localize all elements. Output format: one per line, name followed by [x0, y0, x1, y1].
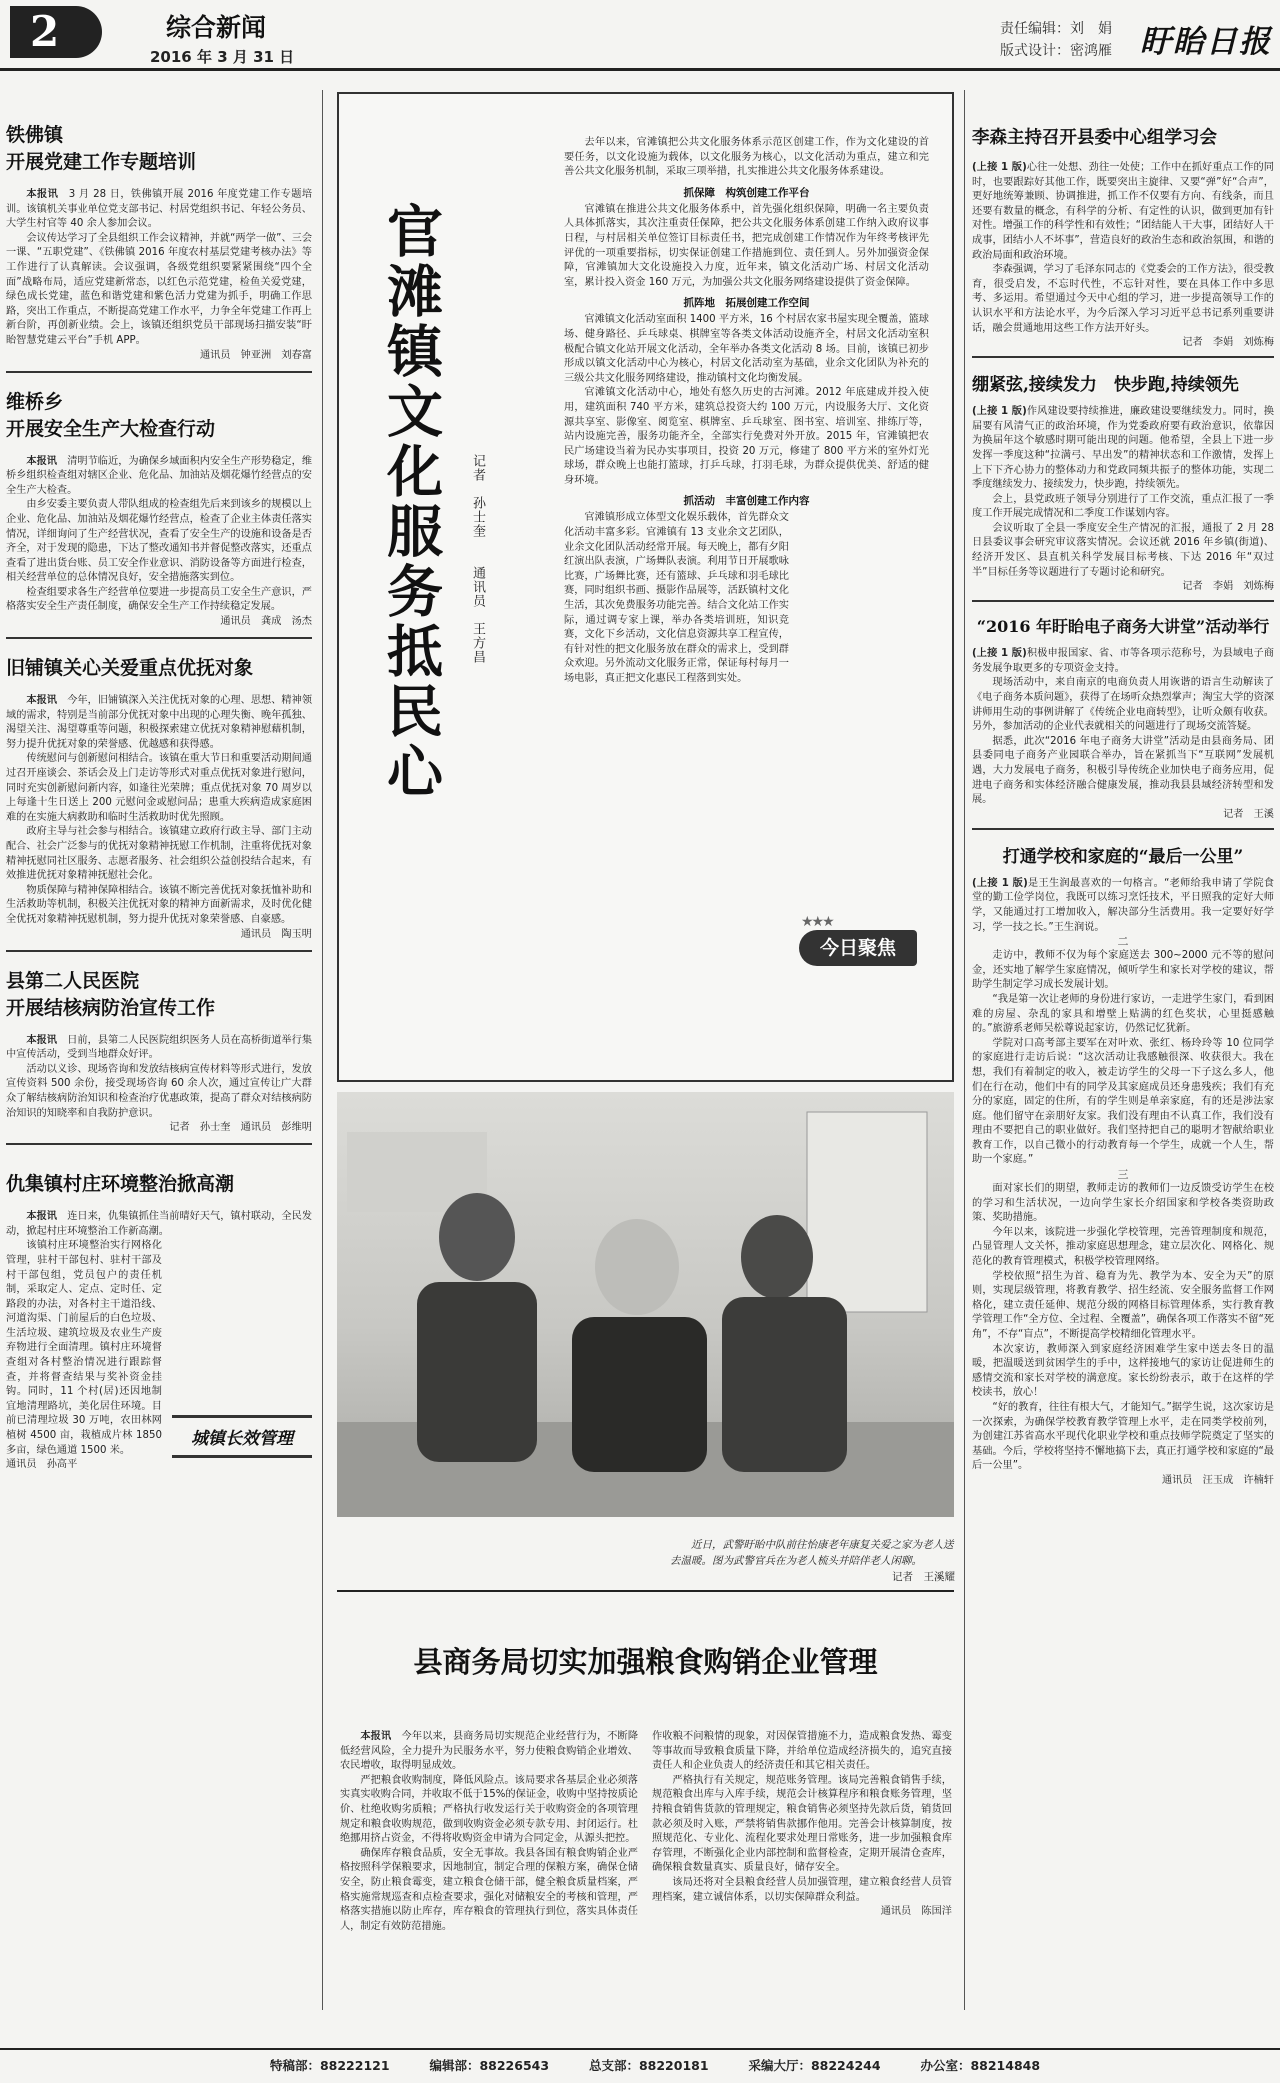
article-byline: 通讯员 孙高平	[6, 1459, 78, 1471]
right-column	[972, 124, 1274, 2004]
photo-scene-graphic	[337, 1092, 954, 1517]
article-paragraph: 确保库存粮食品质，安全无事故。我县各国有粮食购销企业严格按照科学保粮要求，因地制宜，制定合理的保粮方案，确保仓储安全，防止粮食霉变，建立粮食仓储干部，健全粮食质量档案，严格实施常规巡查和点检查要求，强化对储粮安全的考核和管理，严格落实措施以防止库存，库存粮食的管理执行到位，落实具体责任人，制定有效防范措施。	[340, 1847, 638, 1932]
footer-contact: 办公室：88214848	[920, 2058, 1041, 2073]
article-title-line2: 开展结核病防治宣传工作	[6, 996, 216, 1019]
bottom-article-rule	[337, 1590, 954, 1592]
article-byline: 记者 李娟 刘炼梅	[1182, 581, 1274, 593]
caption-credit: 记者 王溪耀	[892, 1571, 955, 1583]
article-byline: 记者 王溪	[1223, 808, 1274, 820]
article-paragraph: 政府主导与社会参与相结合。该镇建立政府行政主导、部门主动配合、社会广泛参与的优抚对象精神抚慰工作机制，注重将优抚对象精神抚慰同社区服务、志愿者服务、社会组织公益创投结合起来，有效推进优抚对象精神抚慰社会化。	[6, 826, 312, 882]
article-title: 绷紧弦,接续发力 快步跑,持续领先	[972, 375, 1239, 396]
feature-paragraph: 官滩镇文化活动室面积 1400 平方米，16 个村居农家书屋实现全覆盖，篮球场、健身路径、乒乓球桌、棋牌室等各类文体活动设施齐全，村居文化活动室积极配合镇文化站开展文化活动，全年举办各类文化活动 8 场。目前，该镇已初步形成以镇文化活动中心为核心，村居文化活动室为基础，业余文化团队为补充的三级公共文化服务网络建设，推动镇村文化均衡发展。	[564, 314, 929, 384]
star-icon: ★★★	[801, 914, 833, 930]
article-paragraph: 今年以来，该院进一步强化学校管理，完善管理制度和规范，凸显管理人文关怀，推动家庭思想理念，建立层次化、网格化、规范化的教育管理模式，积极学校管理网络。	[972, 1226, 1274, 1268]
article-paragraph: 本报讯 3 月 28 日，铁佛镇开展 2016 年度党建工作专题培训。该镇机关事业单位党支部书记、村居党组织书记、年轻公务员、大学生村官等 40 余人参加会议。	[6, 189, 312, 230]
article-title: “2016 年盱眙电子商务大讲堂”活动举行	[976, 617, 1270, 637]
article-byline: 记者 李娟 刘炼梅	[1182, 337, 1274, 349]
footer-contact: 采编大厅：88224244	[748, 2058, 881, 2073]
article-byline: 通讯员 陶玉明	[240, 928, 312, 940]
article-paragraph: 该局还将对全县粮食经营人员加强管理，建立粮食经营人员管理档案，建立诚信体系，以切实保障群众利益。	[652, 1876, 952, 1903]
article-divider	[972, 828, 1274, 830]
article-title-line2: 开展安全生产大检查行动	[6, 417, 216, 440]
footer-contact: 总支部：88220181	[588, 2058, 709, 2073]
article-paragraph: (上接 1 版)作风建设要持续推进，廉政建设要继续发力。同时，换届要有风清气正的政治环境，作为党委政府要有政治意识，依靠因为换届年这个敏感时期可能出现的问题。他希望，全县上下进一步发挥一季度这种“拉满弓、早出发”的精神状态和工作激情，发挥上上下下齐心协力的整体动力和党政同频共振子的整体功能，实现二季度继续发力、接续发力，快步跑，持续领先。	[972, 406, 1274, 491]
article-paragraph: 本次家访，教师深入到家庭经济困难学生家中送去冬日的温暖，把温暖送到贫困学生的手中，这样接地气的家访让促进师生的感情交流和家长对学校的满意度。家长纷纷表示，敢于在这样的学校读书，放心！	[972, 1343, 1274, 1399]
bottom-headline: 县商务局切实加强粮食购销企业管理	[413, 1645, 878, 1679]
article-paragraph: 由乡安委主要负责人带队组成的检查组先后来到该乡的规模以上企业、危化品、加油站及烟花爆竹经营点，检查了企业主体责任落实情况，详细询问了生产经营状况，查看了安全生产的设施和设备是否齐全，对于发现的隐患，下达了整改通知书并督促整改落实，还重点查看了进出货台账、员工安全作业意识、消防设备等方面进行检查，相关经营单位的总体情况良好，安全措施落实到位。	[6, 499, 312, 584]
article-paragraph: “我是第一次让老师的身份进行家访，一走进学生家门，看到困难的房屋、杂乱的家具和增壁上贴满的红色奖状，心里挺感触的。”旅游系老师吴松尊说起家访，仍然记忆犹新。	[972, 993, 1274, 1035]
article-divider	[6, 637, 312, 639]
article-byline: 通讯员 龚成 汤杰	[220, 616, 312, 628]
article-byline: 通讯员 钟亚洲 刘春富	[199, 349, 312, 361]
section-number: 三	[1117, 1168, 1129, 1182]
article-paragraph: 本报讯 清明节临近，为确保乡域面积内安全生产形势稳定，维桥乡组织检查组对辖区企业、危化品、加油站及烟花爆竹经营点的安全生产大检查。	[6, 455, 312, 496]
column-divider	[322, 90, 323, 2010]
bottom-article-col1	[340, 1730, 638, 2030]
article-paragraph: (上接 1 版)积极申报国家、省、市等各项示范称号，为县域电子商务发展争取更多的专项资金支持。	[972, 648, 1274, 674]
article-paragraph: 李森强调，学习了毛泽东同志的《党委会的工作方法》，很受教育，很受启发，不忘时代性，不忘针对性，要在具体工作中多思考、多运用。希望通过今天中心组的学习，进一步提高领导工作的认识水平和方法论水平，为今后深入学习习近平总书记系列重要讲话，融会贯通地用这些工作方法开好头。	[972, 264, 1274, 334]
caption-text: 近日，武警盱眙中队前往怡康老年康复关爱之家为老人送去温暖。图为武警官兵在为老人梳头并陪伴老人闲聊。	[670, 1539, 954, 1567]
article-paragraph: 会议听取了全县一季度安全生产情况的汇报，通报了 2 月 28 日县委议事会研究审议落实情况。会议还就 2016 年乡镇(街道)、经济开发区、县直机关科学发展目标考核、下达 2016 年“双过半”目标任务等议题进行了专题讨论和研究。	[972, 522, 1274, 578]
article-title: 李森主持召开县委中心组学习会	[972, 128, 1217, 148]
page-number: 2	[30, 7, 60, 56]
feature-headline: 官滩镇文化服务抵民心	[378, 202, 444, 802]
article-divider	[6, 371, 312, 373]
feature-paragraph: 官滩镇在推进公共文化服务体系中，首先强化组织保障，明确一名主要负责人具体抓落实，其次注重责任保障，把公共文化服务体系创建工作纳入政府议事日程，与村居相关单位签订目标责任书，把完成创建工作情况作为年终考核评先评优的一项重要指标，切实保证创建工作措施到位、责任到人。另外加强资金保障，官滩镇加大文化设施投入力度，近年来，镇文化活动广场、村居文化活动室，累计投入资金 160 万元，为加强公共文化服务网络建设提供了资金保障。	[564, 203, 929, 288]
section-name: 综合新闻	[166, 13, 267, 42]
issue-date: 2016 年 3 月 31 日	[150, 48, 295, 66]
section-number: 二	[1117, 935, 1129, 949]
footer-contact: 特稿部：88222121	[269, 2058, 390, 2073]
article-title: 打通学校和家庭的“最后一公里”	[1002, 846, 1244, 867]
article-title: 仇集镇村庄环境整治掀高潮	[6, 1173, 235, 1196]
badge-label: 今日聚焦	[799, 930, 917, 966]
article-paragraph: 走访中，教师不仅为每个家庭送去 300~2000 元不等的慰问金，还实地了解学生家庭情况，倾听学生和家长对学校的建议，帮助学生制定学习成长发展计划。	[972, 950, 1274, 991]
photo-caption	[670, 1537, 955, 1585]
editor-credit: 责任编辑：刘 娟	[1000, 21, 1112, 37]
article-title-line1: 维桥乡	[6, 390, 64, 413]
article-title-line2: 开展党建工作专题培训	[6, 151, 197, 173]
article-divider	[6, 1143, 312, 1145]
feature-subhead: 抓活动 丰富创建工作内容	[683, 495, 810, 508]
article-paragraph: 严把粮食收购制度，降低风险点。该局要求各基层企业必须落实真实收购合同，并收取不低于15%的保证金，收购中坚持按质论价、杜绝收购劣质粮；严格执行收发运行关于收购资金的各项管理规定和粮食收购规范，做到收购资金必须专款专用、封闭运行。杜绝挪用挤占资金，不得将收购资金申请为合同定金，从源头把控。	[340, 1774, 638, 1845]
header-rule	[0, 68, 1280, 71]
article-paragraph: (上接 1 版)心往一处想、劲往一处使；工作中在抓好重点工作的同时，也要跟踪好其他工作，既要突出主旋律、又要“弹”好“合声”，更好地统筹兼顾、协调推进，抓工作不仅要有方向、有线条，而且还要有数量的概念，有科学的分析、有定性的认识，做到更加有针对性。增强工作的科学性和有效性；“团结能人干大事，团结好人干成事，团结小人不坏事”，营造良好的政治生态和政治氛围，和谐的政治局面和政治环境。	[972, 162, 1274, 261]
article-paragraph: (上接 1 版)是王生润最喜欢的一句格言。“老师给我申请了学院食堂的勤工俭学岗位，我既可以练习烹饪技术，平日照我的定好大师学，又能通过打工增加收入，解决部分生活费用。我一定要好好学习，学一技之长。”王生润说。	[972, 877, 1274, 933]
feature-subhead: 抓阵地 拓展创建工作空间	[683, 297, 810, 310]
feature-paragraph: 官滩镇文化活动中心，地处有悠久历史的古河滩。2012 年底建成并投入使用，建筑面积 740 平方米，建筑总投资大约 100 万元，内设服务大厅、文化资源共享室、影像室、阅览室、棋牌室、乒乓球室、图书室、培训室、排练厅等，站内设施完善，服务功能齐全，全部实行免费对外开放。2015 年，官滩镇把农民广场建设当着为民办实事项目，投资 20 万元，修建了 800 平方米的室外灯光球场，群众晚上也能打篮球，打乒乓球，打羽毛球，为群众提供优美、舒适的健身环境。	[564, 387, 929, 486]
article-paragraph: 面对家长们的期望，教师走访的教师们一边反馈受访学生在校的学习和生活状况，一边向学生家长介绍国家和学校各类资助政策、奖助措施。	[972, 1183, 1274, 1224]
article-paragraph: 学校依照“招生为首、稳育为先、教学为本、安全为天”的原则，实现层级管理，将教育教学、招生经流、安全服务监督工作网格化，建立责任延伸、规范分级的网格目标管理体系，实行教育教学管理工作“全方位、全过程、全覆盖”，确保各项工作落实不留“死角”，不存“盲点”，不断提高学校精细化管理水平。	[972, 1270, 1274, 1340]
article-paragraph: 学院对口高考部主要军在对叶欢、张红、杨玲玲等 10 位同学的家庭进行走访后说：“这次活动让我感触很深、收获很大。我在想，我们有着制定的收入，被走访学生的父母一下子这么多人，他们在行在动，他们中有的同学及其家庭成员还身患残疾；我们有充分的家庭，固定的住所，有的学生则是单亲家庭，有的还是涉法家庭。他们留守在亲朋好友家。我们没有理由不认真工作，我们没有理由不要把自己的职业做好。我们坚持把自己的聪明才智献给职业教育工作，以自己微小的行动教育每一个学生，成就一个人生，帮助一个家庭。”	[972, 1037, 1274, 1166]
article-paragraph: 本报讯 今年以来，县商务局切实规范企业经营行为，不断降低经营风险，全力提升为民服务水平，努力使粮食购销企业增效、农民增收，取得明显成效。	[340, 1731, 638, 1772]
feature-paragraph: 去年以来，官滩镇把公共文化服务体系示范区创建工作，作为文化建设的首要任务，以文化设施为载体，以文化服务为核心，以文化活动为重点，建立和完善公共文化服务机制，采取三项举措，扎实推进公共文化服务体系建设。	[564, 137, 929, 178]
column-stamp: 城镇长效管理	[172, 1415, 312, 1458]
footer-contact: 编辑部：88226543	[429, 2058, 550, 2073]
article-paragraph: 作收粮不问粮情的现象，对因保管措施不力，造成粮食发热、霉变等事故而导致粮食质量下降，并给单位造成经济损失的，追究直接责任人和企业负责人的经济责任和其它相关责任。	[652, 1731, 952, 1772]
article-paragraph: “好的教育，往往有根大气，才能知气。”据学生说，这次家访是一次探索，为确保学校教育教学管理上水平，走在同类学校前列，为创建江苏省高水平现代化职业学校和重点技师学院奠定了坚实的基础。今后，学校将坚持不懈地搞下去，真正打通学校和家庭的“最后一公里”。	[972, 1401, 1274, 1472]
article-paragraph: 现场活动中，来自南京的电商负责人用诙谐的语言生动解读了《电子商务本质问题》，获得了在场听众热烈掌声；淘宝大学的资深讲师用生动的事例讲解了《传统企业电商转型》，让听众颇有收获。另外，参加活动的企业代表就相关的问题进行了现场交流答疑。	[972, 677, 1274, 733]
article-title-line1: 铁佛镇	[6, 124, 64, 146]
bottom-article-col2	[652, 1730, 952, 2030]
news-photo	[337, 1092, 954, 1517]
article-paragraph: 本报讯 日前，县第二人民医院组织医务人员在高桥街道举行集中宣传活动，受到当地群众好评。	[6, 1034, 312, 1061]
designer-credit: 版式设计：密鸿雁	[1000, 43, 1112, 59]
article-divider	[972, 356, 1274, 358]
article-paragraph: 传统慰问与创新慰问相结合。该镇在重大节日和重要活动期间通过召开座谈会、茶话会及上门走访等形式对重点优抚对象进行慰问，同时充实创新慰问新内容，如逢往光荣牌；重点优抚对象 70 周岁以上每逢十生日送上 200 元慰问金或慰问品；患重大疾病造成家庭困难的在实施大病救助和临时生活救助时优先照顾。	[6, 753, 312, 823]
feature-box	[337, 92, 954, 1082]
article-paragraph: 物质保障与精神保障相结合。该镇不断完善优抚对象抚恤补助和生活救助等机制，积极关注优抚对象的精神方面新需求，及时优化健全优抚对象精神抚慰机制，努力提升优抚对象荣誉感、自豪感。	[6, 884, 312, 925]
article-paragraph: 据悉，此次“2016 年电子商务大讲堂”活动是由县商务局、团县委同电子商务产业园联合举办，旨在紧抓当下“互联网”发展机遇，大力发展电子商务，积极引导传统企业加快电子商务应用，促进电子商务和实体经济融合健康发展，推动我县县域经济转型和发展。	[972, 735, 1274, 806]
article-paragraph: 严格执行有关规定，规范账务管理。该局完善粮食销售手续，规范粮食出库与入库手续，规范会计核算程序和粮食账务管理，坚持粮食销售货款的管理规定，粮食销售必须坚持先款后货，销货回款必须及时入账，严禁将销售款挪作他用。完善会计核算制度，按照规范化、专业化、流程化要求处理日常账务，进一步加强粮食库存管理，不断强化企业内部控制和监督检查，定期开展清仓查库，确保粮食数量真实、质量良好，储存安全。	[652, 1774, 952, 1874]
footer-contacts	[0, 2056, 1280, 2078]
masthead-logo: 盱眙日报	[1140, 24, 1272, 60]
article-byline: 记者 孙士奎 通讯员 彭维明	[169, 1122, 312, 1134]
article-paragraph: 本报讯 今年，旧铺镇深入关注优抚对象的心理、思想、精神领域的需求，特别是当前部分优抚对象中出现的心理失衡、晚年孤独、渴望关注、渴望尊重等问题，积极探索建立优抚对象精神慰藉机制，努力提升优抚对象的荣誉感、优越感和获得感。	[6, 695, 312, 750]
left-column	[6, 120, 312, 1980]
column-divider	[964, 90, 965, 2010]
footer-rule	[0, 2048, 1280, 2050]
article-paragraph: 会上，县党政班子领导分别进行了工作交流，重点汇报了一季度工作开展完成情况和二季度工作谋划内容。	[972, 493, 1274, 520]
article-paragraph: 该镇村庄环境整治实行网格化管理，驻村干部包村、驻村干部及村干部包组，党员包户的责任机制，采取定人、定点、定时任、定路段的办法，对各村主干道沿线、河道沟渠、门前屋后的白色垃圾、生活垃圾、建筑垃圾及农业生产废弃物进行全面清理。镇村庄环境督查组对各村整治情况进行跟踪督查，并将督查结果与奖补资金挂钩。同时，11 个村(居)还因地制宜地清理路坑，美化居住环境。目前已清理垃圾 30 万吨，农田林网植树 4500 亩，栽植成片林 1850 多亩，绿色通道 1500 米。	[6, 1240, 162, 1456]
feature-credits: 记者 孙士奎 通讯员 王方昌	[470, 454, 485, 664]
article-title: 旧铺镇关心关爱重点优抚对象	[6, 657, 254, 680]
today-focus-badge	[799, 914, 919, 970]
article-paragraph: 检查组要求各生产经营单位要进一步提高员工安全生产意识，严格落实安全生产责任制度，确保安全生产工作持续稳定发展。	[6, 586, 312, 613]
article-byline: 通讯员 陈国洋	[880, 1906, 952, 1918]
article-paragraph: 本报讯 连日来，仇集镇抓住当前晴好天气，镇村联动，全民发动，掀起村庄环境整治工作新高潮。	[6, 1211, 312, 1237]
article-divider	[972, 600, 1274, 602]
article-paragraph: 活动以义诊、现场咨询和发放结核病宣传材料等形式进行，发放宣传资料 500 余份，接受现场咨询 60 余人次，通过宣传让广大群众了解结核病防治知识和检查治疗优惠政策，提高了群众对结核病防治知识的知晓率和自我防护意识。	[6, 1063, 312, 1119]
article-paragraph: 会议传达学习了全县组织工作会议精神，并就“两学一做”、三会一课、“五职党建”、《铁佛镇 2016 年度农村基层党建考核办法》等工作进行了认真解读。会议强调，各级党组织要紧紧围绕“四个全面”战略布局，适应党建新常态，以红色示范党建，检鱼关爱党建，绿色成长党建，蓝色和谐党建和紫色活力党建为抓手，明确工作思路，突出工作重点，不断提高党建工作水平，力争全年党建工作再上新台阶，再创新业绩。会上，该镇还组织党员干部现场扫描安装“盱眙智慧党建云平台”手机 APP。	[6, 232, 312, 346]
article-divider	[6, 950, 312, 952]
feature-paragraph: 官滩镇形成立体型文化娱乐载体，首先群众文化活动丰富多彩。官滩镇有 13 支业余文艺团队，业余文化团队活动经常开展。每天晚上，都有夕阳红演出队表演，广场舞队表演。利用节日开展歌咏比赛，广场舞比赛，还有篮球、乒乓球和羽毛球比赛，同时组织书画、摄影作品展等，活跃镇村文化生活，其次免费服务功能完善。结合文化站工作实际，通过调专家上课，举办各类培训班，知识竞赛，文化下乡活动，文化信息资源共享工程宣传，有针对性的把文化服务放在群众的需求上，受到群众欢迎。另外流动文化服务正常，保证每村每月一场电影，真正把文化惠民工程落到实处。	[564, 512, 789, 684]
page-header	[0, 0, 1280, 70]
feature-subhead: 抓保障 构筑创建工作平台	[683, 186, 810, 199]
article-byline: 通讯员 汪玉成 许楠轩	[1161, 1474, 1274, 1486]
article-title-line1: 县第二人民医院	[6, 969, 140, 992]
